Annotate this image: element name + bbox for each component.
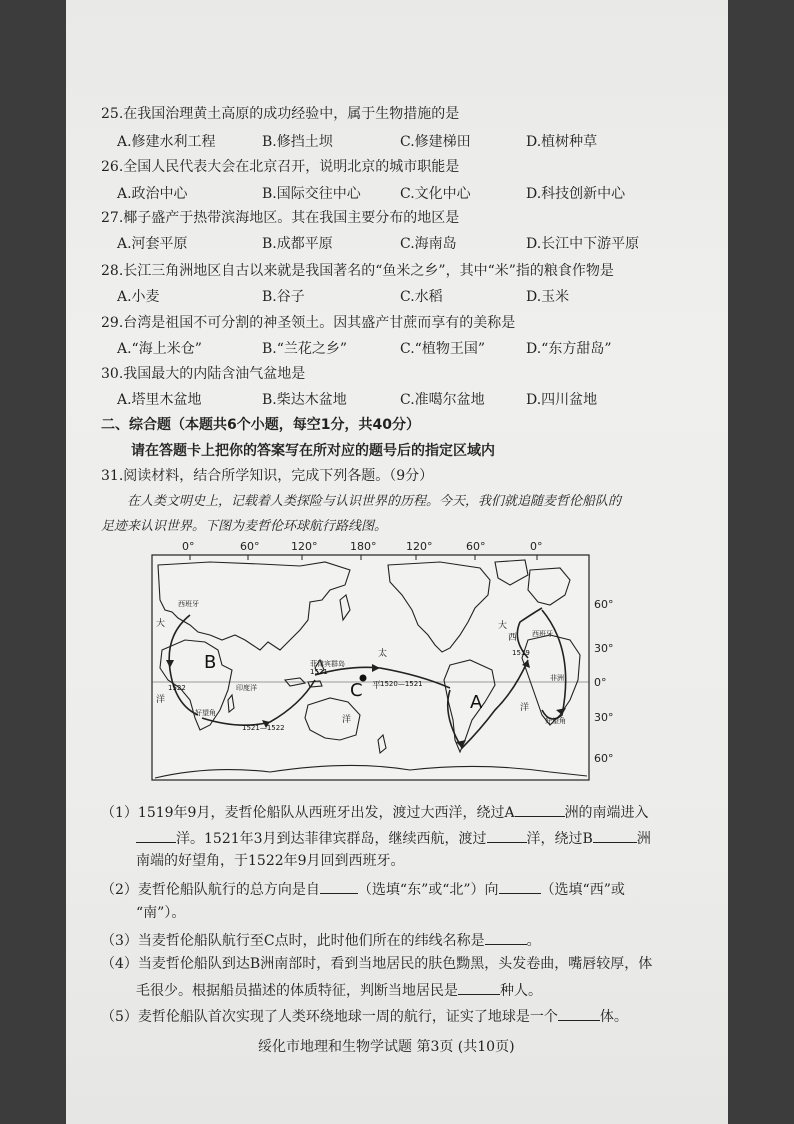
option-b: B.成都平原 <box>262 236 333 252</box>
question-stem: 30.我国最大的内陆含油气盆地是 <box>101 366 306 382</box>
question-stem: 28.长江三角洲地区自古以来就是我国著名的“鱼米之乡”，其中“米”指的粮食作物是 <box>101 263 614 279</box>
option-c: C.“植物王国” <box>400 341 485 357</box>
answer-blank[interactable] <box>458 980 500 995</box>
subq-1-line1: （1）1519年9月，麦哲伦船队从西班牙出发，渡过大西洋，绕过A 洲的南端进入 <box>101 802 649 822</box>
answer-blank[interactable] <box>593 828 637 843</box>
option-c: C.准噶尔盆地 <box>400 392 485 408</box>
option-c: C.文化中心 <box>400 186 471 202</box>
option-b: B.“兰花之乡” <box>262 341 348 357</box>
lon-label: 0° <box>530 540 543 553</box>
question-stem: 26.全国人民代表大会在北京召开，说明北京的城市职能是 <box>101 159 460 175</box>
map-label: 西 <box>508 633 518 643</box>
lat-label: 30° <box>594 642 614 655</box>
subq-5: （5）麦哲伦船队首次实现了人类环绕地球一周的航行，证实了地球是一个 体。 <box>101 1006 628 1026</box>
lon-label: 180° <box>350 540 377 553</box>
map-label: 洋 <box>520 703 530 713</box>
subq-2-line1: （2）麦哲伦船队航行的总方向是自 （选填“东”或“北”）向 （选填“西”或 <box>101 879 625 899</box>
map-label: 大 <box>156 619 166 629</box>
page-footer: 绥化市地理和生物学试题 第3页 (共10页) <box>258 1039 515 1055</box>
option-a: A.修建水利工程 <box>117 134 216 150</box>
option-d: D.四川盆地 <box>526 392 598 408</box>
map-svg <box>150 540 620 785</box>
section-instruction: 请在答题卡上把你的答案写在所对应的题号后的指定区域内 <box>131 443 495 459</box>
subq-3: （3）当麦哲伦船队航行至C点时，此时他们所在的纬线名称是 。 <box>101 930 541 950</box>
question-stem: 29.台湾是祖国不可分割的神圣领土。因其盛产甘蔗而享有的美称是 <box>101 315 516 331</box>
map-label: 好望角 <box>545 717 566 725</box>
map-label: 西班牙 <box>178 600 199 608</box>
material-line-2: 足迹来认识世界。下图为麦哲伦环球航行路线图。 <box>101 519 388 534</box>
map-label: 菲律宾群岛 <box>310 660 345 668</box>
q31-stem: 31.阅读材料，结合所学知识，完成下列各题。（9分） <box>101 468 434 484</box>
option-b: B.国际交往中心 <box>262 186 361 202</box>
map-label: 太 <box>378 649 388 659</box>
option-d: D.科技创新中心 <box>526 186 626 202</box>
map-label: 平 <box>372 681 382 691</box>
map-label: 洋 <box>156 695 166 705</box>
lat-label: 60° <box>594 598 614 611</box>
answer-blank[interactable] <box>485 930 527 945</box>
lon-label: 120° <box>406 540 433 553</box>
map-label: 1521—1522 <box>242 724 285 732</box>
continent-letter: B <box>204 652 217 673</box>
map-label: 1519 <box>512 649 530 657</box>
lon-label: 0° <box>182 540 195 553</box>
map-label: 洋 <box>342 715 352 725</box>
map-label: 印度洋 <box>236 684 257 692</box>
option-c: C.修建梯田 <box>400 134 471 150</box>
map-label: 非洲 <box>550 674 564 682</box>
option-d: D.长江中下游平原 <box>526 236 640 252</box>
lat-label: 0° <box>594 676 607 689</box>
subq-4-line2: 毛很少。根据船员描述的体质特征，判断当地居民是 种人。 <box>136 980 542 1000</box>
map-label: 好望角 <box>195 709 216 717</box>
option-b: B.谷子 <box>262 289 305 305</box>
option-b: B.柴达木盆地 <box>262 392 347 408</box>
lon-label: 120° <box>291 540 318 553</box>
option-a: A.塔里木盆地 <box>117 392 202 408</box>
subq-1-line2: 洋。1521年3月到达菲律宾群岛，继续西航，渡过 洋，绕过B 洲 <box>136 828 651 848</box>
magellan-route-map <box>150 540 620 785</box>
option-d: D.“东方甜岛” <box>526 341 612 357</box>
map-label: 1522 <box>168 684 186 692</box>
lat-label: 30° <box>594 711 614 724</box>
section-title: 二、综合题（本题共6个小题，每空1分，共40分） <box>101 417 420 433</box>
question-stem: 27.椰子盛产于热带滨海地区。其在我国主要分布的地区是 <box>101 210 460 226</box>
answer-blank[interactable] <box>515 802 565 817</box>
subq-2-line2: “南”）。 <box>136 905 186 921</box>
continent-letter: A <box>470 692 483 713</box>
option-d: D.植树种草 <box>526 134 598 150</box>
option-d: D.玉米 <box>526 289 570 305</box>
lat-label: 60° <box>594 752 614 765</box>
option-c: C.海南岛 <box>400 236 457 252</box>
material-line-1: 在人类文明史上，记载着人类探险与认识世界的历程。今天，我们就追随麦哲伦船队的 <box>127 494 622 509</box>
answer-blank[interactable] <box>487 828 527 843</box>
answer-blank[interactable] <box>320 879 358 894</box>
map-label: 西班牙 <box>532 630 553 638</box>
map-label: 1520—1521 <box>380 680 423 688</box>
answer-blank[interactable] <box>136 828 176 843</box>
option-a: A.“海上米仓” <box>117 341 202 357</box>
option-a: A.政治中心 <box>117 186 188 202</box>
option-b: B.修挡土坝 <box>262 134 333 150</box>
subq-4-line1: （4）当麦哲伦船队到达B洲南部时，看到当地居民的肤色黝黑，头发卷曲，嘴唇较厚，体 <box>101 956 653 972</box>
map-label: 1521 <box>310 668 328 676</box>
option-a: A.河套平原 <box>117 236 188 252</box>
question-stem: 25.在我国治理黄土高原的成功经验中，属于生物措施的是 <box>101 106 460 122</box>
lon-label: 60° <box>466 540 486 553</box>
answer-blank[interactable] <box>499 879 541 894</box>
point-letter: C <box>350 680 363 701</box>
lon-label: 60° <box>240 540 260 553</box>
answer-blank[interactable] <box>558 1006 600 1021</box>
option-c: C.水稻 <box>400 289 443 305</box>
subq-1-line3: 南端的好望角，于1522年9月回到西班牙。 <box>136 853 405 869</box>
map-label: 大 <box>498 621 508 631</box>
option-a: A.小麦 <box>117 289 160 305</box>
